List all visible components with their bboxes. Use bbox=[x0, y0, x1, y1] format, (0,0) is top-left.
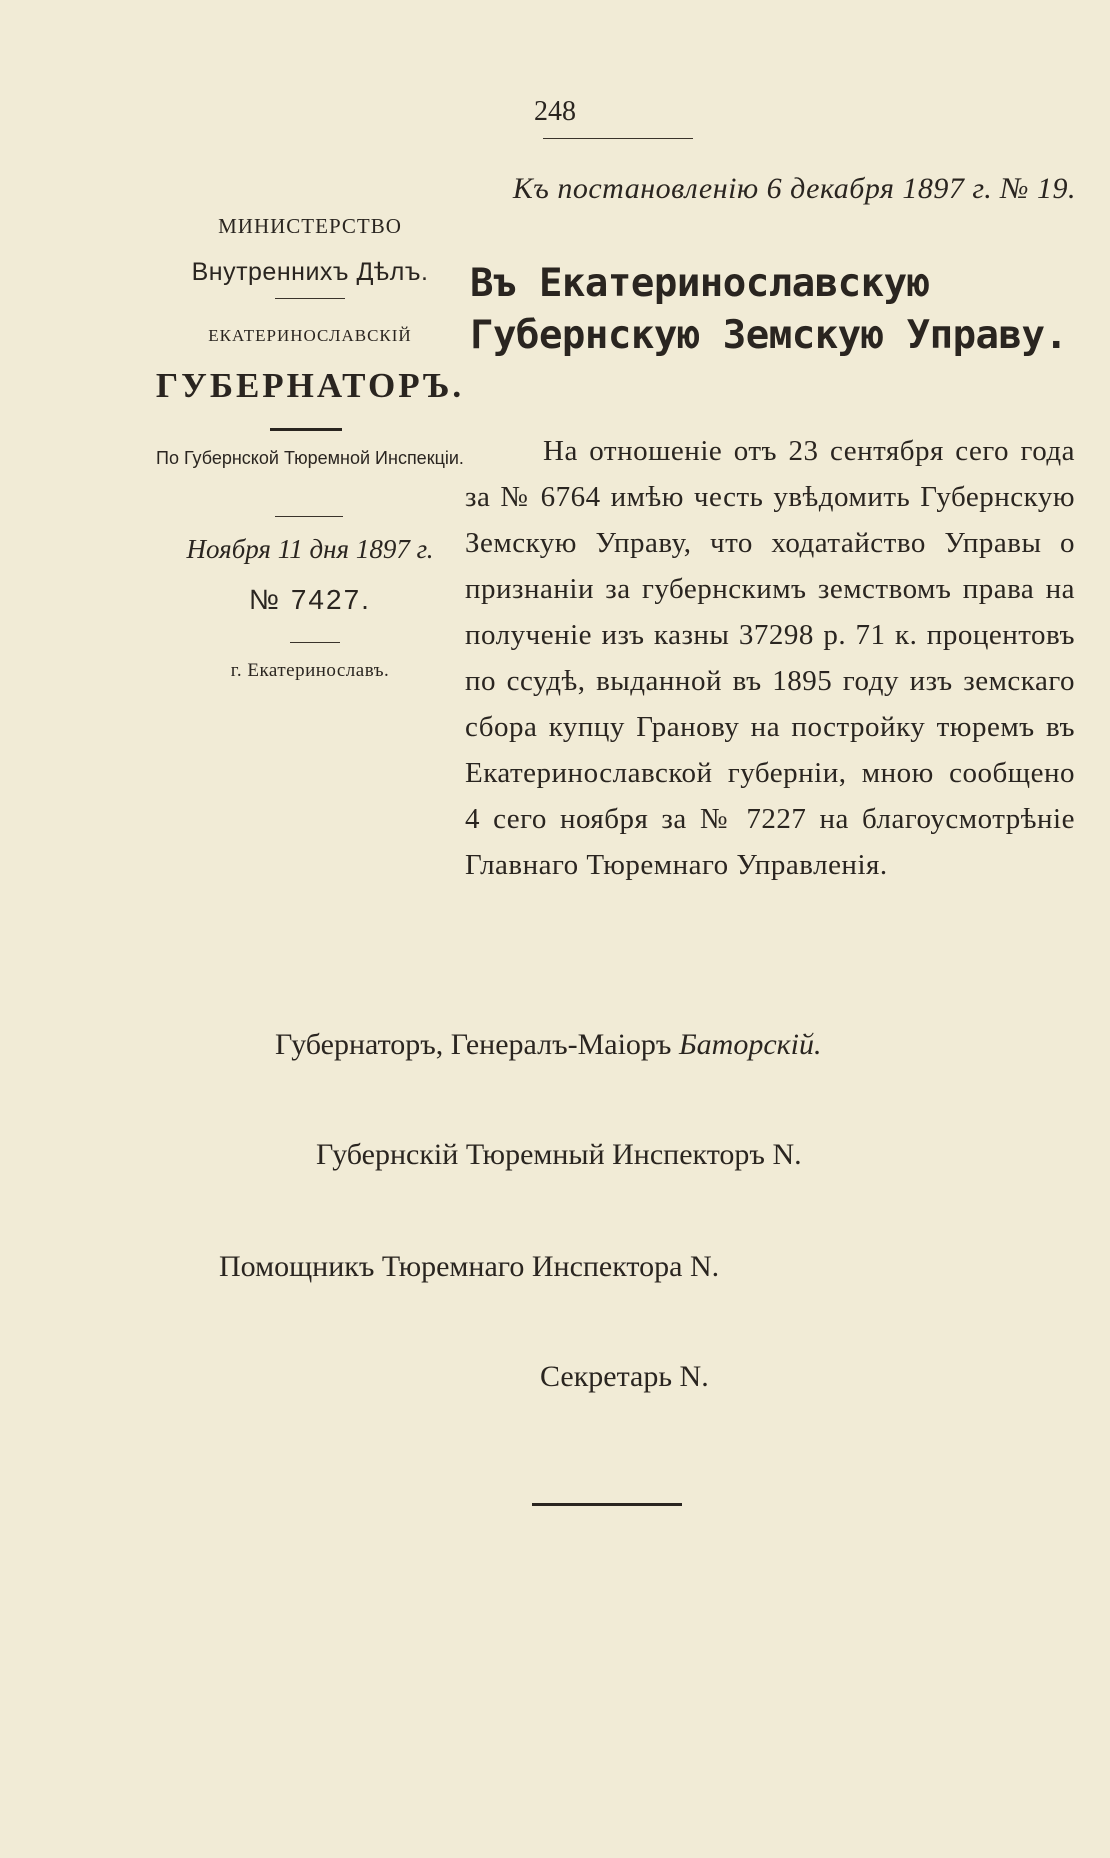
governor-prefix: Губернаторъ, Генералъ-Маіоръ bbox=[275, 1028, 672, 1061]
signature-inspector: Губернскій Тюремный Инспекторъ N. bbox=[316, 1138, 802, 1171]
governor-title: ГУБЕРНАТОРЪ. bbox=[155, 366, 465, 405]
letter-city: г. Екатеринославъ. bbox=[230, 660, 390, 681]
body-text: На отношеніе отъ 23 сентября сего года за № 6764 имѣю честь увѣдомить Губернскую Земскую Управу, что ходатайство Управы о признаніи за губернскимъ земствомъ права на полученіе изъ казны 37298 р. 71 к. процентовъ по ссудѣ, выданной въ 1895 году изъ земскаго сбора купцу Гранову на постройку тюремъ въ Екатеринославской губерніи, мною сообщено 4 сего ноября за № 7227 на благоусмотрѣніе Главнаго Тюремнаго Управленія. bbox=[465, 435, 1075, 881]
closing-rule bbox=[532, 1503, 682, 1506]
divider bbox=[275, 298, 345, 299]
signature-assistant: Помощникъ Тюремнаго Инспектора N. bbox=[219, 1250, 720, 1283]
page-number-rule bbox=[543, 138, 693, 139]
letter-number: № 7427. bbox=[249, 584, 371, 615]
page-number: 248 bbox=[534, 96, 576, 127]
divider-thick bbox=[270, 428, 342, 431]
governor-organization: ЕКАТЕРИНОСЛАВСКІЙ bbox=[208, 326, 412, 345]
ministry-line-1: МИНИСТЕРСТВО bbox=[218, 214, 402, 238]
signature-secretary: Секретарь N. bbox=[540, 1360, 709, 1393]
letter-date: Ноября 11 дня 1897 г. bbox=[186, 534, 434, 564]
governor-name: Баторскій. bbox=[678, 1028, 822, 1061]
divider bbox=[275, 516, 343, 517]
department: По Губернской Тюремной Инспекціи. bbox=[156, 448, 464, 468]
signature-governor bbox=[275, 1028, 822, 1062]
ministry-line-2: Внутреннихъ Дѣлъ. bbox=[191, 258, 429, 286]
resolution-reference: Къ постановленію 6 декабря 1897 г. № 19. bbox=[512, 172, 1076, 205]
divider bbox=[290, 642, 340, 643]
addressee: Въ Екатеринославскую Губернскую Земскую Управу. bbox=[470, 261, 1068, 358]
letter-body bbox=[465, 428, 1075, 888]
